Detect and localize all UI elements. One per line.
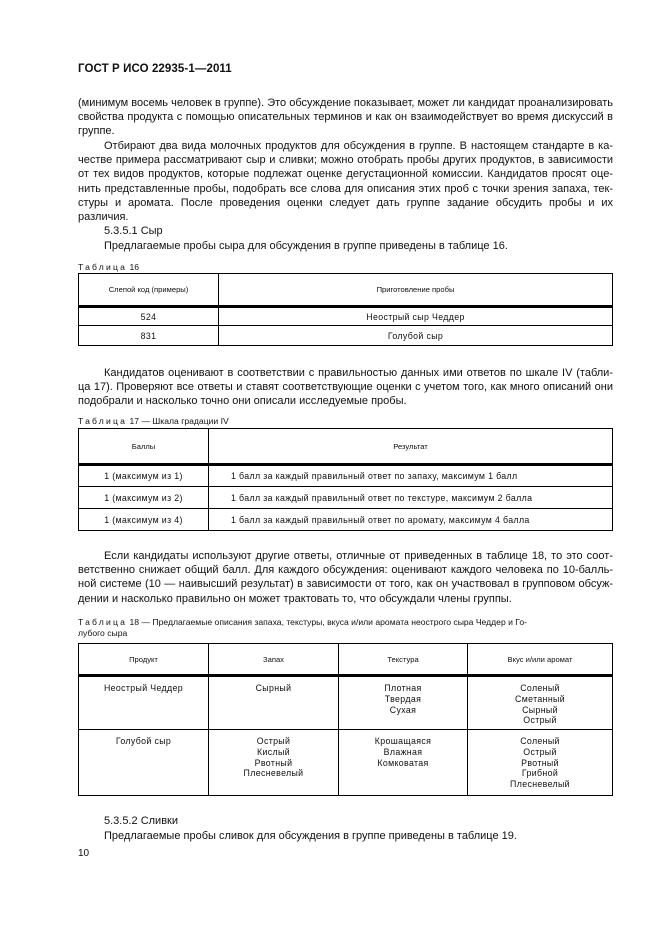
table-cell: 1 (максимум из 2) bbox=[79, 487, 209, 509]
paragraph-evaluation bbox=[78, 366, 613, 409]
text-line: ца 17). Проверяют все ответы и ставят соответствующие оценки с учетом того, как много описаний они bbox=[78, 381, 613, 394]
column-header: Запах bbox=[209, 644, 339, 676]
text-line: ветственно снижает общий балл. Для каждого обсуждения: оценивают каждого человека по 10-балль- bbox=[78, 564, 613, 577]
section-heading-cheese: 5.3.5.1 Сыр bbox=[104, 225, 163, 237]
document-header: ГОСТ Р ИСО 22935-1—2011 bbox=[78, 63, 232, 75]
text-line: Кандидатов оценивают в соответствии с правильностью данных ими ответов по шкале IV (табли- bbox=[104, 367, 613, 379]
table-word: Таблица bbox=[78, 262, 128, 272]
table-cell: Плотная Твердая Сухая bbox=[339, 676, 468, 730]
table-17 bbox=[78, 428, 613, 531]
table-row bbox=[79, 307, 613, 326]
table-cell: Сырный bbox=[209, 676, 339, 730]
paragraph-scoring bbox=[78, 549, 613, 606]
text-line: подобрали и насколько точно они описали исследуемые пробы. bbox=[78, 395, 407, 408]
table-cell: 1 (максимум из 1) bbox=[79, 465, 209, 487]
table-cell: 1 (максимум из 4) bbox=[79, 509, 209, 531]
section-text-cream: Предлагаемые пробы сливок для обсуждения в группе приведены в таблице 19. bbox=[104, 830, 517, 842]
column-header: Продукт bbox=[79, 644, 209, 676]
table-cell: Неострый сыр Чеддер bbox=[219, 307, 613, 326]
table-cell: Крошащаяся Влажная Комковатая bbox=[339, 730, 468, 796]
paragraph-dairy-selection bbox=[78, 139, 613, 224]
text-line: Отбирают два вида молочных продуктов для обсуждения в группе. В настоящем стандарте в ка- bbox=[104, 140, 613, 152]
column-header: Баллы bbox=[79, 429, 209, 465]
table-cell: Острый Кислый Рвотный Плесневелый bbox=[209, 730, 339, 796]
table-word: Таблица bbox=[78, 416, 128, 426]
table-18 bbox=[78, 643, 613, 796]
text-line: стуры и аромата. После проведения оценки следует дать группе задание обсудить пробы и их bbox=[78, 196, 613, 209]
table18-caption: Таблица 18 — Предлагаемые описания запаха, текстуры, вкуса и/или аромата неострого сыра Чеддер и Го- лубого сыра bbox=[78, 617, 528, 638]
table-row bbox=[79, 676, 613, 730]
text-line: дении и насколько правильно он может трактовать то, что обсуждали члены группы. bbox=[78, 592, 512, 605]
text-line: нить представленные пробы, подобрать все слова для описания этих проб с точки зрения запаха, тек- bbox=[78, 182, 613, 195]
table-cell: 1 балл за каждый правильный ответ по текстуре, максимум 2 балла bbox=[209, 487, 613, 509]
text-line: Если кандидаты используют другие ответы, отличные от приведенных в таблице 18, то это соот- bbox=[104, 550, 613, 562]
text-line: ной системе (10 — наивысший результат) в зависимости от того, как он участвовал в групповом обсуж- bbox=[78, 578, 613, 591]
text-line: группе. bbox=[78, 125, 115, 138]
table17-caption: Таблица 17 — Шкала градации IV bbox=[78, 416, 229, 426]
table-cell: 524 bbox=[79, 307, 219, 326]
table16-caption: Таблица 16 bbox=[78, 262, 140, 272]
column-header: Текстура bbox=[339, 644, 468, 676]
column-header: Результат bbox=[209, 429, 613, 465]
table-word: Таблица bbox=[78, 617, 128, 627]
table-16 bbox=[78, 273, 613, 346]
table-cell: Неострый Чеддер bbox=[79, 676, 209, 730]
table-cell: 831 bbox=[79, 326, 219, 346]
text-line: свойства продукта с помощью описательных терминов и как он взаимодействует во время дискуссий в bbox=[78, 111, 613, 124]
text-line: честве примера рассматривают сыр и сливки; можно отобрать пробы других продуктов, в зависимости bbox=[78, 154, 613, 167]
paragraph-group-discussion bbox=[78, 96, 613, 139]
table-row bbox=[79, 487, 613, 509]
table-cell: 1 балл за каждый правильный ответ по запаху, максимум 1 балл bbox=[209, 465, 613, 487]
page-number: 10 bbox=[78, 848, 90, 859]
column-header: Приготовление пробы bbox=[219, 274, 613, 307]
section-text-cheese: Предлагаемые пробы сыра для обсуждения в группе приведены в таблице 16. bbox=[104, 240, 508, 252]
column-header: Вкус и/или аромат bbox=[468, 644, 613, 676]
table-row bbox=[79, 509, 613, 531]
table-row bbox=[79, 465, 613, 487]
table-cell: Голубой сыр bbox=[219, 326, 613, 346]
table-cell: 1 балл за каждый правильный ответ по аромату, максимум 4 балла bbox=[209, 509, 613, 531]
text-line: различия. bbox=[78, 210, 129, 223]
table-cell: Соленый Острый Рвотный Грибной Плесневелый bbox=[468, 730, 613, 796]
table-cell: Голубой сыр bbox=[79, 730, 209, 796]
text-line: (минимум восемь человек в группе). Это обсуждение показывает, может ли кандидат проанализировать bbox=[78, 97, 613, 109]
table-row bbox=[79, 326, 613, 346]
table-row bbox=[79, 730, 613, 796]
text-line: от тех видов продуктов, которые подлежат оценке дегустационной комиссии. Кандидатов просят оце- bbox=[78, 168, 613, 181]
column-header: Слепой код (примеры) bbox=[79, 274, 219, 307]
section-heading-cream: 5.3.5.2 Сливки bbox=[104, 815, 179, 827]
table-cell: Соленый Сметанный Сырный Острый bbox=[468, 676, 613, 730]
